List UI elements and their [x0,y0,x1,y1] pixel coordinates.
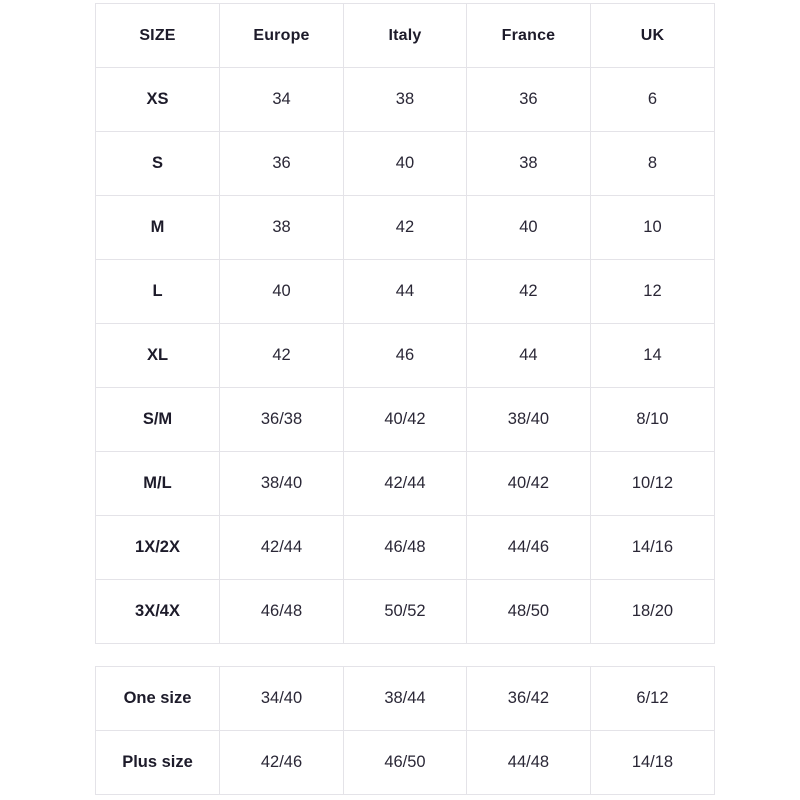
table-row [96,731,715,795]
cell-europe: 42/46 [220,731,344,795]
cell-uk: 8/10 [590,388,714,452]
row-label: One size [96,667,220,731]
cell-france: 44/46 [466,516,590,580]
table-row [96,196,715,260]
cell-europe: 38 [220,196,344,260]
cell-france: 38/40 [466,388,590,452]
cell-italy: 42 [344,196,467,260]
row-label: XL [96,324,220,388]
cell-uk: 6 [590,68,714,132]
cell-uk: 18/20 [590,580,714,644]
cell-italy: 38 [344,68,467,132]
cell-uk: 14 [590,324,714,388]
cell-uk: 14/18 [590,731,714,795]
table-header-row [96,4,715,68]
row-label: M [96,196,220,260]
cell-uk: 12 [590,260,714,324]
cell-italy: 44 [344,260,467,324]
alternate-size-table [95,666,715,795]
row-label: L [96,260,220,324]
cell-uk: 6/12 [590,667,714,731]
cell-italy: 46/50 [344,731,467,795]
column-header-uk: UK [590,4,714,68]
cell-uk: 10 [590,196,714,260]
table-row [96,260,715,324]
table-row [96,388,715,452]
cell-france: 40/42 [466,452,590,516]
cell-europe: 34/40 [220,667,344,731]
table-header [96,4,715,68]
row-label: XS [96,68,220,132]
table-row [96,516,715,580]
row-label: Plus size [96,731,220,795]
column-header-size: SIZE [96,4,220,68]
cell-france: 38 [466,132,590,196]
cell-italy: 46/48 [344,516,467,580]
row-label: S/M [96,388,220,452]
table-body [96,667,715,795]
table-row [96,667,715,731]
table-row [96,68,715,132]
row-label: M/L [96,452,220,516]
table-row [96,452,715,516]
cell-europe: 42/44 [220,516,344,580]
column-header-france: France [466,4,590,68]
cell-europe: 36 [220,132,344,196]
cell-europe: 42 [220,324,344,388]
column-header-europe: Europe [220,4,344,68]
cell-france: 36/42 [466,667,590,731]
column-header-italy: Italy [344,4,467,68]
main-size-table [95,3,715,644]
cell-europe: 36/38 [220,388,344,452]
cell-italy: 50/52 [344,580,467,644]
cell-europe: 40 [220,260,344,324]
cell-france: 36 [466,68,590,132]
cell-europe: 34 [220,68,344,132]
cell-france: 44/48 [466,731,590,795]
cell-france: 48/50 [466,580,590,644]
row-label: 1X/2X [96,516,220,580]
table-row [96,132,715,196]
table-row [96,580,715,644]
cell-italy: 42/44 [344,452,467,516]
cell-italy: 46 [344,324,467,388]
cell-france: 44 [466,324,590,388]
cell-uk: 10/12 [590,452,714,516]
cell-uk: 8 [590,132,714,196]
cell-europe: 46/48 [220,580,344,644]
cell-france: 40 [466,196,590,260]
main-size-table-container [95,3,715,644]
cell-uk: 14/16 [590,516,714,580]
cell-italy: 40/42 [344,388,467,452]
cell-europe: 38/40 [220,452,344,516]
row-label: S [96,132,220,196]
cell-italy: 38/44 [344,667,467,731]
alternate-size-table-container [95,666,715,795]
cell-france: 42 [466,260,590,324]
row-label: 3X/4X [96,580,220,644]
table-body [96,68,715,644]
table-row [96,324,715,388]
cell-italy: 40 [344,132,467,196]
